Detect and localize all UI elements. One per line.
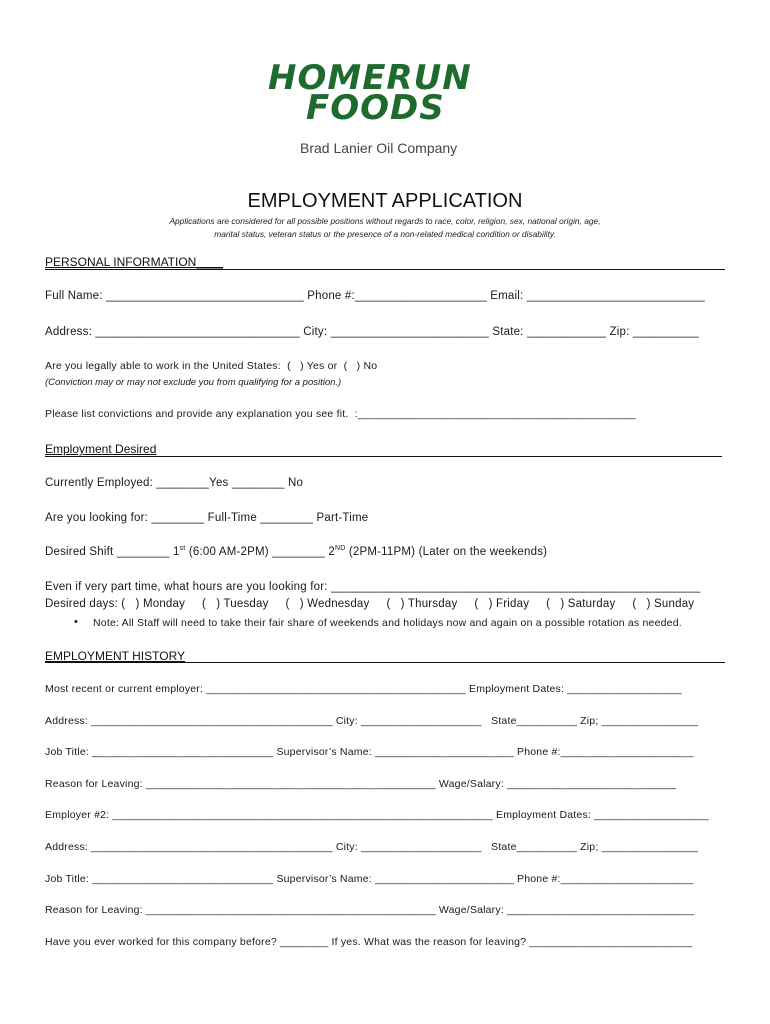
disclaimer-line-2: marital status, veteran status or the presence of a non-related medical condition or disability. xyxy=(214,229,556,239)
address-field[interactable]: Address: _______________________________ City: ________________________ State: ____________ Zip: __________ xyxy=(45,326,699,338)
full-name-field[interactable]: Full Name: ______________________________ Phone #:____________________ Email: ___________________________ xyxy=(45,290,705,302)
disclaimer-line-1: Applications are considered for all possible positions without regards to race, color, religion, sex, national origin, age, xyxy=(169,216,601,226)
bullet-icon: • xyxy=(74,616,78,628)
homerun-foods-logo xyxy=(262,58,507,128)
legal-work-question[interactable]: Are you legally able to work in the United States: ( ) Yes or ( ) No xyxy=(45,360,378,372)
logo-line-homerun: HOMERUN xyxy=(268,58,472,98)
logo-line-foods: FOODS xyxy=(306,88,445,128)
weekend-note: Note: All Staff will need to take their fair share of weekends and holidays now and again on a possible rotation as needed. xyxy=(93,617,682,629)
currently-employed-field[interactable]: Currently Employed: ________Yes ________ No xyxy=(45,477,304,489)
convictions-field[interactable]: Please list convictions and provide any explanation you see fit. :______________________________________________ xyxy=(45,408,636,420)
looking-for-field[interactable]: Are you looking for: ________ Full-Time ________ Part-Time xyxy=(45,512,369,524)
shift-text-b: (6:00 AM-2PM) ________ 2 xyxy=(185,546,335,558)
history-row[interactable]: Job Title: ______________________________ Supervisor’s Name: _______________________ Phone #:______________________ xyxy=(45,746,694,758)
desired-days-field[interactable]: Desired days: ( ) Monday ( ) Tuesday ( ) Wednesday ( ) Thursday ( ) Friday ( ) Saturday ( ) Sunday xyxy=(45,598,695,610)
employment-desired-heading: Employment Desired xyxy=(45,442,157,456)
part-time-hours-field[interactable]: Even if very part time, what hours are you looking for: ________________________________________________________ xyxy=(45,581,701,593)
history-row[interactable]: Reason for Leaving: ________________________________________________ Wage/Salary: _______________________________ xyxy=(45,904,695,916)
personal-info-heading-label: PERSONAL INFORMATION xyxy=(45,255,197,269)
history-row[interactable]: Address: ________________________________________ City: ____________________ State__________ Zip; ________________ xyxy=(45,715,699,727)
shift-text-a: Desired Shift ________ 1 xyxy=(45,546,180,558)
history-row[interactable]: Address: ________________________________________ City: ____________________ State__________ Zip; ________________ xyxy=(45,841,699,853)
conviction-note: (Conviction may or may not exclude you from qualifying for a position.) xyxy=(45,377,342,388)
personal-info-heading-tail: ____ xyxy=(196,255,224,269)
history-row[interactable]: Employer #2: _______________________________________________________________ Employment Dates: ___________________ xyxy=(45,809,709,821)
company-name: Brad Lanier Oil Company xyxy=(300,140,458,156)
desired-shift-field[interactable] xyxy=(45,546,547,558)
page-title: EMPLOYMENT APPLICATION xyxy=(247,190,523,212)
shift-sup-2: ND xyxy=(334,545,346,553)
section-rule xyxy=(45,269,725,270)
shift-sup-1: st xyxy=(179,545,186,553)
history-row[interactable]: Job Title: ______________________________ Supervisor’s Name: _______________________ Phone #:______________________ xyxy=(45,873,694,885)
section-rule xyxy=(45,456,722,457)
history-row[interactable]: Have you ever worked for this company before? ________ If yes. What was the reason for leaving? ___________________________ xyxy=(45,936,693,948)
section-rule xyxy=(45,662,725,663)
history-row[interactable]: Reason for Leaving: ________________________________________________ Wage/Salary: ____________________________ xyxy=(45,778,677,790)
shift-text-c: (2PM-11PM) (Later on the weekends) xyxy=(345,546,548,558)
personal-info-heading xyxy=(45,255,223,269)
history-row[interactable]: Most recent or current employer: ___________________________________________ Employment Dates: ___________________ xyxy=(45,683,682,695)
employment-history-heading: EMPLOYMENT HISTORY xyxy=(45,649,186,663)
